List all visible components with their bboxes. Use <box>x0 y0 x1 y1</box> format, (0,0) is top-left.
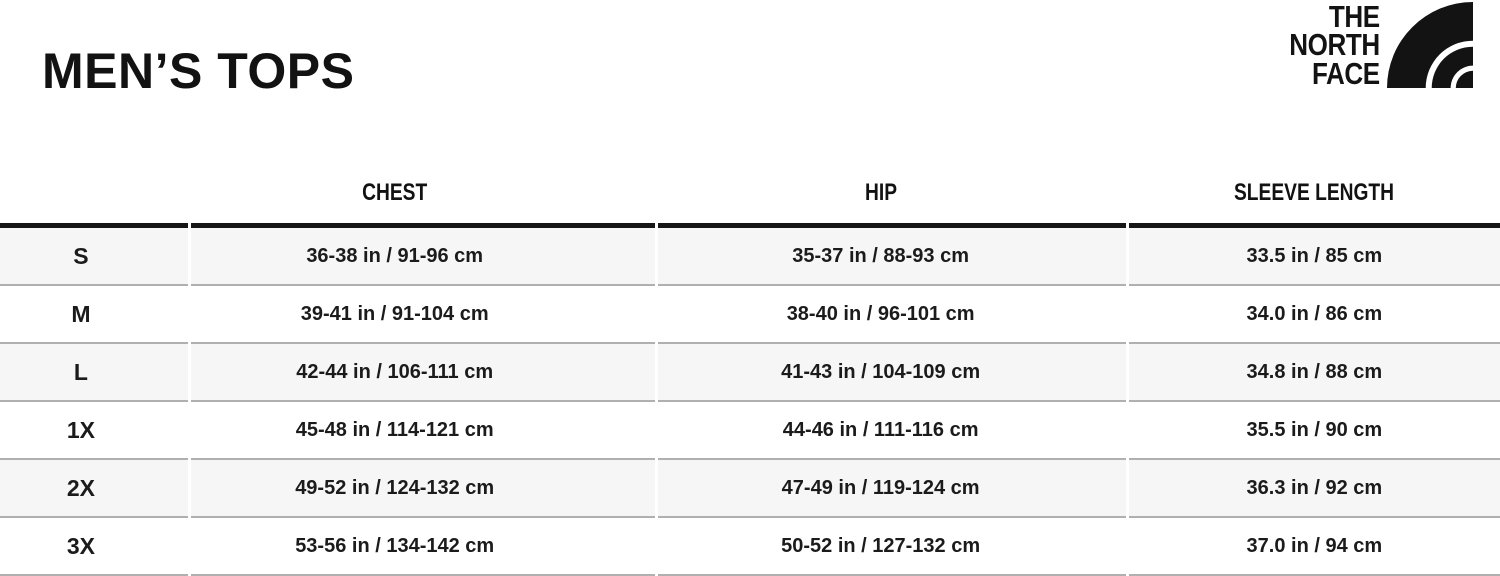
hip-value: 35-37 in / 88-93 cm <box>658 228 1126 286</box>
chest-value: 39-41 in / 91-104 cm <box>191 286 655 344</box>
table-row-s <box>0 228 1500 286</box>
logo-line-face: FACE <box>1312 55 1380 91</box>
chest-value: 45-48 in / 114-121 cm <box>191 402 655 460</box>
logo-line-the: THE <box>1329 0 1380 34</box>
hip-value: 41-43 in / 104-109 cm <box>658 344 1126 402</box>
size-chart-table-wrap <box>0 167 1500 576</box>
size-label: S <box>0 228 188 286</box>
header-row <box>0 167 1500 228</box>
table-row-m <box>0 286 1500 344</box>
sleeve-value: 34.0 in / 86 cm <box>1129 286 1500 344</box>
sleeve-value: 37.0 in / 94 cm <box>1129 518 1500 576</box>
header-hip: HIP <box>658 167 1126 228</box>
page-title: MEN’S TOPS <box>42 43 355 99</box>
size-label: L <box>0 344 188 402</box>
table-row-l <box>0 344 1500 402</box>
hip-value: 44-46 in / 111-116 cm <box>658 402 1126 460</box>
header-chest: CHEST <box>191 167 655 228</box>
hip-value: 38-40 in / 96-101 cm <box>658 286 1126 344</box>
table-row-2x <box>0 460 1500 518</box>
size-chart-table <box>0 167 1500 576</box>
chest-value: 49-52 in / 124-132 cm <box>191 460 655 518</box>
north-face-logo <box>1272 0 1473 91</box>
logo-line-north: NORTH <box>1289 27 1380 62</box>
north-face-wordmark <box>1289 0 1380 91</box>
chest-value: 42-44 in / 106-111 cm <box>191 344 655 402</box>
header-size <box>0 167 188 228</box>
table-row-1x <box>0 402 1500 460</box>
hip-value: 50-52 in / 127-132 cm <box>658 518 1126 576</box>
size-label: 1X <box>0 402 188 460</box>
sleeve-value: 35.5 in / 90 cm <box>1129 402 1500 460</box>
sleeve-value: 33.5 in / 85 cm <box>1129 228 1500 286</box>
chest-value: 36-38 in / 91-96 cm <box>191 228 655 286</box>
size-label: 3X <box>0 518 188 576</box>
hip-value: 47-49 in / 119-124 cm <box>658 460 1126 518</box>
sleeve-value: 34.8 in / 88 cm <box>1129 344 1500 402</box>
size-label: M <box>0 286 188 344</box>
size-label: 2X <box>0 460 188 518</box>
sleeve-value: 36.3 in / 92 cm <box>1129 460 1500 518</box>
half-dome-icon <box>1387 2 1473 88</box>
chest-value: 53-56 in / 134-142 cm <box>191 518 655 576</box>
table-row-3x <box>0 518 1500 576</box>
header-sleeve-length: SLEEVE LENGTH <box>1129 167 1500 228</box>
